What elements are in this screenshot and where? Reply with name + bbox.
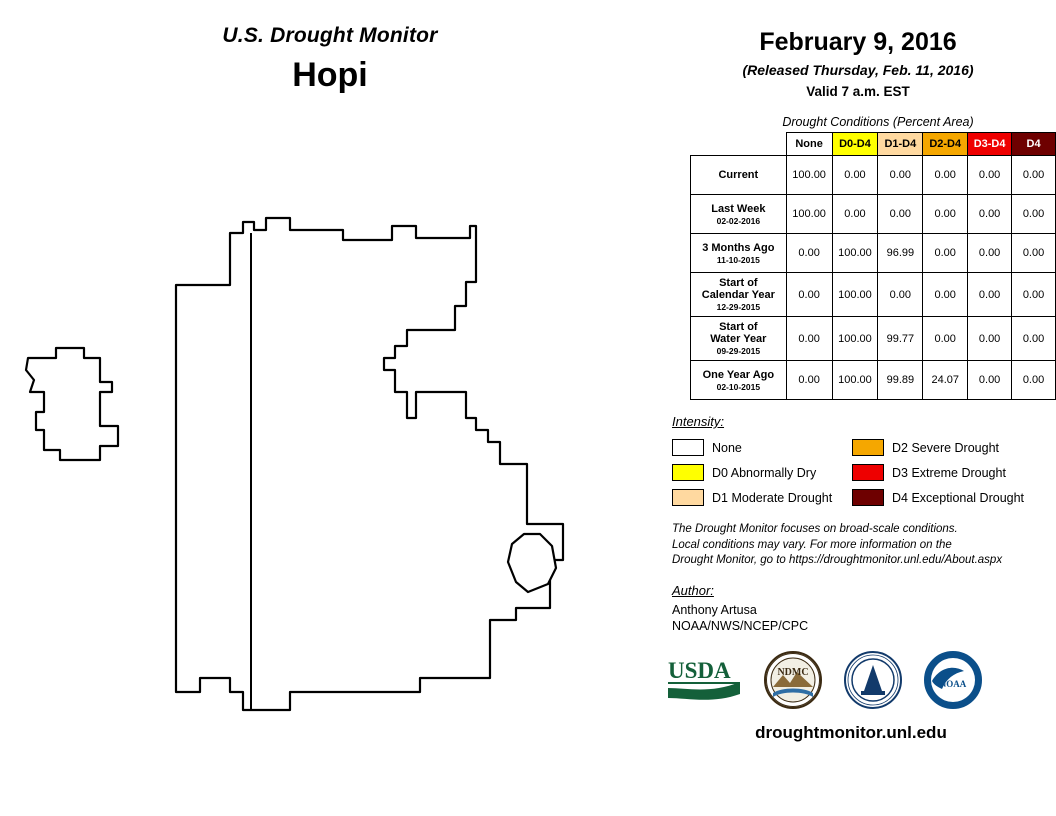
hopi-moenkopi-parcel [26,348,118,460]
note-line-2: Local conditions may vary. For more information on the [672,538,952,551]
row-label-text: One Year Ago [702,368,775,381]
cell-current-d0d4: 0.00 [832,156,878,195]
legend-item-d1 [672,485,852,510]
row-label-date: 12-29-2015 [716,302,761,312]
table-row [691,156,1056,195]
cell-3months-d4: 0.00 [1012,234,1056,273]
cell-lastweek-none: 100.00 [786,195,832,234]
valid-time: Valid 7 a.m. EST [806,84,910,99]
table-row [691,273,1056,317]
row-label-start-water-year [691,317,787,361]
cell-wateryear-d2d4: 0.00 [923,317,968,361]
cell-wateryear-d0d4: 100.00 [832,317,878,361]
legend-item-none [672,435,852,460]
svg-text:NDMC: NDMC [777,667,809,679]
note-line-3: Drought Monitor, go to https://droughtmonitor.unl.edu/About.aspx [672,554,1003,567]
cell-3months-d2d4: 0.00 [923,234,968,273]
table-row [691,317,1056,361]
legend-item-d2 [852,435,1024,460]
row-label-date: 02-02-2016 [716,215,761,226]
legend-label-d4: D4 Exceptional Drought [892,490,1025,505]
author-name: Anthony Artusa [672,602,757,617]
row-label-current [691,156,787,195]
table-corner-cell [691,133,787,156]
usda-logo-icon [666,654,742,706]
usda-seal-icon [844,651,902,709]
report-date: February 9, 2016 [759,28,957,56]
svg-text:NOAA: NOAA [939,679,967,690]
swatch-d2-icon [852,439,884,456]
legend-label-d3: D3 Extreme Drought [892,465,1006,480]
info-panel [660,0,1056,816]
cell-current-d3d4: 0.00 [968,156,1012,195]
cell-wateryear-d1d4: 99.77 [878,317,923,361]
ndmc-logo-icon [764,651,822,709]
swatch-d1-icon [672,489,704,506]
column-header-d4: D4 [1012,133,1056,156]
website-url[interactable]: droughtmonitor.unl.edu [755,723,947,743]
legend-item-d3 [852,460,1024,485]
author-title: Author: [672,582,714,598]
legend-item-d0 [672,460,852,485]
cell-calyear-d4: 0.00 [1012,273,1056,317]
cell-oneyear-d1d4: 99.89 [878,361,923,400]
row-label-text: 3 Months Ago [702,241,775,254]
cell-3months-d1d4: 96.99 [878,234,923,273]
row-label-text-line2: Water Year [710,333,767,345]
legend-label-d0: D0 Abnormally Dry [712,465,817,480]
table-header-row [691,133,1056,156]
cell-3months-d0d4: 100.00 [832,234,878,273]
cell-lastweek-d0d4: 0.00 [832,195,878,234]
cell-current-d2d4: 0.00 [923,156,968,195]
row-label-text: Last Week [711,202,766,215]
cell-oneyear-d0d4: 100.00 [832,361,878,400]
cell-wateryear-d3d4: 0.00 [968,317,1012,361]
cell-lastweek-d2d4: 0.00 [923,195,968,234]
cell-calyear-d1d4: 0.00 [878,273,923,317]
legend-label-none: None [712,440,742,455]
swatch-none-icon [672,439,704,456]
drought-conditions-table [690,132,1056,400]
cell-lastweek-d1d4: 0.00 [878,195,923,234]
table-row [691,195,1056,234]
cell-lastweek-d3d4: 0.00 [968,195,1012,234]
cell-calyear-none: 0.00 [786,273,832,317]
row-label-date: 02-10-2015 [716,381,761,392]
cell-oneyear-d2d4: 24.07 [923,361,968,400]
row-label-text-line1: Start of [719,277,758,289]
swatch-d0-icon [672,464,704,481]
noaa-logo-icon [924,651,982,709]
row-label-last-week [691,195,787,234]
cell-oneyear-none: 0.00 [786,361,832,400]
row-label-text-line1: Start of [719,321,758,333]
cell-oneyear-d3d4: 0.00 [968,361,1012,400]
column-header-d2-d4: D2-D4 [923,133,968,156]
release-date: (Released Thursday, Feb. 11, 2016) [742,62,974,78]
author-affiliation: NOAA/NWS/NCEP/CPC [672,619,809,634]
row-label-date: 11-10-2015 [716,254,760,265]
legend-label-d1: D1 Moderate Drought [712,490,833,505]
cell-current-d1d4: 0.00 [878,156,923,195]
cell-3months-d3d4: 0.00 [968,234,1012,273]
swatch-d3-icon [852,464,884,481]
note-line-1: The Drought Monitor focuses on broad-scale conditions. [672,523,958,535]
row-label-start-calendar-year [691,273,787,317]
cell-calyear-d3d4: 0.00 [968,273,1012,317]
legend-label-d2: D2 Severe Drought [892,440,1000,455]
row-label-text-line2: Calendar Year [701,289,775,301]
cell-current-d4: 0.00 [1012,156,1056,195]
table-row [691,361,1056,400]
row-label-text: Current [718,169,759,181]
page-title: U.S. Drought Monitor [222,24,438,47]
svg-text:USDA: USDA [668,658,731,684]
row-label-3-months-ago [691,234,787,273]
cell-lastweek-d4: 0.00 [1012,195,1056,234]
column-header-d1-d4: D1-D4 [878,133,923,156]
cell-3months-none: 0.00 [786,234,832,273]
map-title-block [0,24,660,95]
hopi-main-boundary [176,218,563,710]
cell-wateryear-none: 0.00 [786,317,832,361]
disclaimer-notes [672,522,1056,569]
cell-wateryear-d4: 0.00 [1012,317,1056,361]
row-label-date: 09-29-2015 [716,346,761,356]
map-area-name: Hopi [292,56,368,94]
hopi-reservation-map [0,130,660,750]
column-header-d3-d4: D3-D4 [968,133,1012,156]
date-block [660,0,1056,99]
cell-calyear-d2d4: 0.00 [923,273,968,317]
intensity-legend [672,414,1056,510]
intensity-legend-title: Intensity: [672,414,725,429]
author-block [672,583,1056,636]
swatch-d4-icon [852,489,884,506]
column-header-d0-d4: D0-D4 [832,133,878,156]
legend-item-d4 [852,485,1024,510]
table-caption: Drought Conditions (Percent Area) [782,115,974,129]
row-label-one-year-ago [691,361,787,400]
cell-oneyear-d4: 0.00 [1012,361,1056,400]
cell-calyear-d0d4: 100.00 [832,273,878,317]
table-row [691,234,1056,273]
cell-current-none: 100.00 [786,156,832,195]
logo-row [666,651,1056,709]
column-header-none: None [786,133,832,156]
